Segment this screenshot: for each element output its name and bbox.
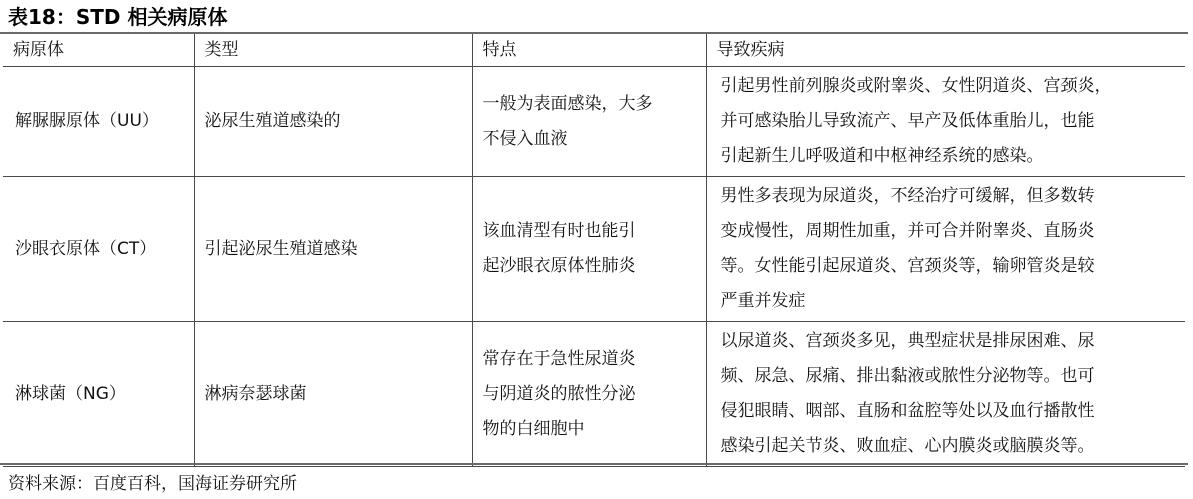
feature-line: 物的白细胞中: [482, 418, 585, 439]
table-row: [3, 67, 1185, 177]
disease-line: 频、尿急、尿痛、排出黏液或脓性分泌物等。也可: [720, 366, 1095, 386]
cell-pathogen: 解脲脲原体（UU）: [3, 67, 194, 177]
disease-line: 并可感染胎儿导致流产、早产及低体重胎儿，也能: [720, 111, 1095, 131]
table-row: [3, 177, 1185, 322]
feature-line: 与阴道炎的脓性分泌: [482, 383, 636, 404]
std-pathogen-table: [3, 34, 1185, 467]
cell-disease: [706, 177, 1185, 322]
cell-pathogen: 淋球菌（NG）: [3, 322, 194, 467]
feature-line: 不侵入血液: [482, 128, 568, 149]
disease-line: 等。女性能引起尿道炎、宫颈炎等，输卵管炎是较: [720, 256, 1095, 276]
header-feature: 特点: [472, 34, 706, 67]
header-disease: 导致疾病: [706, 34, 1185, 67]
header-pathogen: 病原体: [3, 34, 194, 67]
table-title: 表18：STD 相关病原体: [8, 5, 228, 29]
feature-line: 该血清型有时也能引: [482, 221, 636, 241]
cell-type: 淋病奈瑟球菌: [194, 322, 472, 467]
disease-line: 变成慢性，周期性加重，并可合并附睾炎、直肠炎: [720, 221, 1095, 241]
cell-disease: [706, 322, 1185, 467]
disease-line: 侵犯眼睛、咽部、直肠和盆腔等处以及血行播散性: [720, 401, 1095, 421]
cell-disease: [706, 67, 1185, 177]
disease-line: 引起新生儿呼吸道和中枢神经系统的感染。: [720, 146, 1044, 166]
table-row: [3, 322, 1185, 467]
disease-line: 感染引起关节炎、败血症、心内膜炎或脑膜炎等。: [720, 436, 1095, 456]
table-header-row: [3, 34, 1185, 67]
source-note: 资料来源：百度百科，国海证券研究所: [8, 474, 297, 494]
cell-feature: [472, 177, 706, 322]
disease-line: 引起男性前列腺炎或附睾炎、女性阴道炎、宫颈炎，: [720, 76, 1112, 96]
table-bottom-divider: [0, 463, 1188, 465]
feature-line: 一般为表面感染，大多: [482, 93, 653, 114]
cell-pathogen: 沙眼衣原体（CT）: [3, 177, 194, 322]
cell-type: 泌尿生殖道感染的: [194, 67, 472, 177]
disease-line: 以尿道炎、宫颈炎多见，典型症状是排尿困难、尿: [720, 331, 1095, 351]
cell-type: 引起泌尿生殖道感染: [194, 177, 472, 322]
cell-feature: [472, 67, 706, 177]
feature-line: 起沙眼衣原体性肺炎: [482, 256, 636, 276]
cell-feature: [472, 322, 706, 467]
disease-line: 男性多表现为尿道炎，不经治疗可缓解，但多数转: [720, 186, 1095, 206]
disease-line: 严重并发症: [720, 291, 806, 311]
header-type: 类型: [194, 34, 472, 67]
feature-line: 常存在于急性尿道炎: [482, 348, 636, 369]
